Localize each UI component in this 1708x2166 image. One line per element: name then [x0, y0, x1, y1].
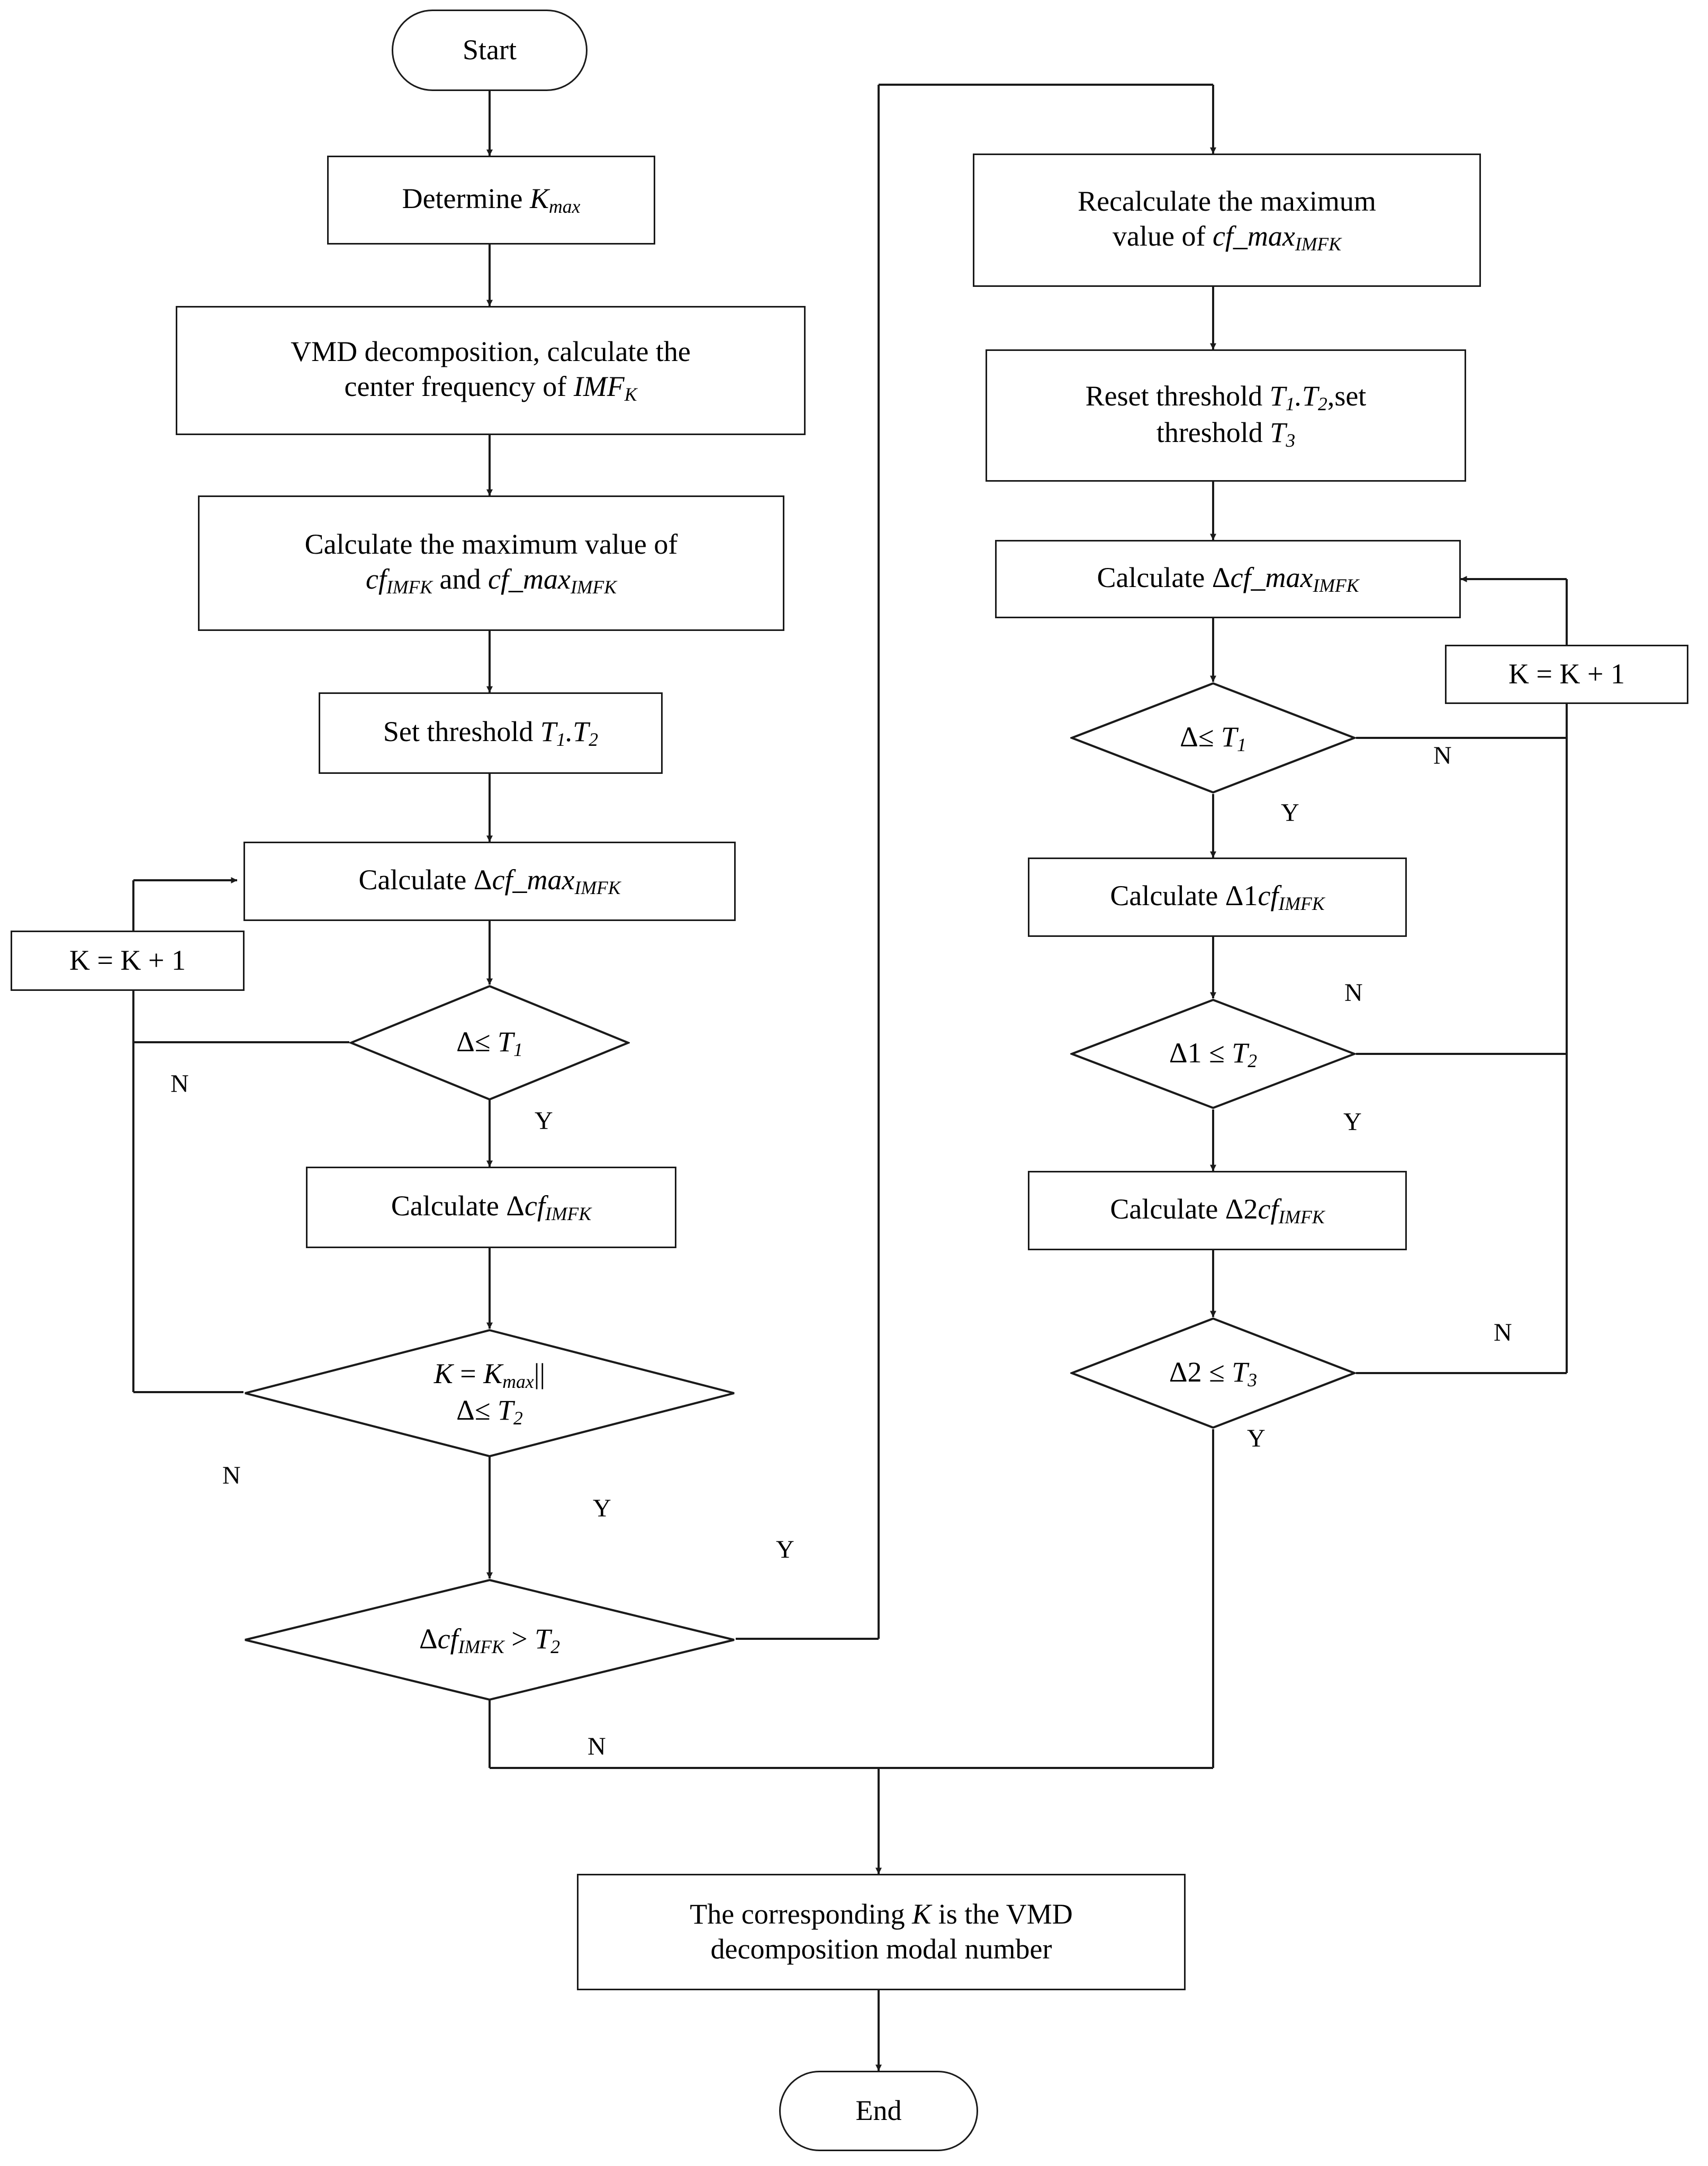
edge-label-right-d2-n: N — [1494, 1319, 1512, 1347]
node-decision-dcf-gt-t2 — [243, 1578, 736, 1701]
edge-label-left-kmax-y: Y — [593, 1494, 611, 1522]
node-decision-d1-t2 — [1070, 998, 1356, 1109]
node-decision-kmax-or-delta-t2 — [243, 1329, 736, 1458]
node-vmd-decomposition — [176, 306, 806, 435]
node-determine-kmax-label: Determine $K_{max}$ — [402, 183, 581, 218]
edge-label-right-d1-y: Y — [1343, 1108, 1362, 1136]
node-k-increment-left-label: K = K + 1 — [69, 944, 186, 977]
edge-label-right-d1-n: N — [1344, 979, 1363, 1007]
node-calculate-d1cf — [1028, 858, 1407, 937]
node-set-threshold-t1t2-label: Set threshold $T_1.T_2$ — [383, 716, 599, 751]
edge-label-left-kmax-n: N — [222, 1461, 241, 1490]
node-calculate-dcf-max-right-label: Calculate $\Delta cf\_\max_{IMFK}$ — [1097, 562, 1359, 597]
edge-label-right-t1-n: N — [1433, 742, 1452, 770]
node-calculate-dcf-max-right — [995, 540, 1461, 618]
node-calculate-d1cf-label: Calculate $\Delta 1cf_{IMFK}$ — [1110, 880, 1325, 915]
edge-label-left-dcf-y: Y — [776, 1536, 794, 1564]
node-decision-d2-t3 — [1070, 1317, 1356, 1429]
node-start-label: Start — [463, 34, 517, 66]
node-end-label: End — [855, 2095, 902, 2127]
edge-label-left-dcf-n: N — [588, 1732, 606, 1761]
node-calculate-max-value-label: Calculate the maximum value of $cf_{IMFK}$ and $cf\_\max_{IMFK}$ — [304, 528, 678, 598]
node-calculate-dcf-left-label: Calculate Δcf$_{IMFK}$ — [391, 1190, 592, 1225]
node-set-threshold-t1t2 — [319, 692, 663, 774]
node-determine-kmax — [327, 156, 655, 245]
edge-label-left-t1-y: Y — [535, 1107, 553, 1135]
node-calculate-dcf-left — [306, 1167, 676, 1248]
node-recalculate-max-label: Recalculate the maximum value of $cf\_\max_{IMFK}$ — [1078, 185, 1376, 255]
node-recalculate-max — [973, 154, 1481, 287]
node-calculate-dcf-max-left — [243, 842, 736, 921]
node-decision-dcf-gt-t2-label: $\Delta cf_{IMFK} > T_2$ — [419, 1622, 561, 1657]
node-calculate-d2cf-label: Calculate $\Delta 2cf_{IMFK}$ — [1110, 1193, 1325, 1228]
node-calculate-d2cf — [1028, 1171, 1407, 1250]
node-result — [577, 1874, 1186, 1990]
node-calculate-max-value — [198, 495, 784, 631]
node-vmd-decomposition-label: VMD decomposition, calculate the center frequency of $IMF_K$ — [291, 336, 691, 405]
node-decision-delta-t1-right — [1070, 682, 1356, 794]
node-k-increment-right-label: K = K + 1 — [1508, 658, 1625, 690]
node-start — [392, 10, 588, 91]
node-reset-threshold — [986, 349, 1466, 482]
node-decision-delta-t1-left-label: $\Delta\le T_1$ — [456, 1025, 523, 1060]
node-decision-delta-t1-left — [349, 985, 630, 1101]
edge-label-right-t1-y: Y — [1281, 799, 1299, 827]
node-result-label: The corresponding K is the VMD decomposition modal number — [690, 1898, 1073, 1965]
node-calculate-dcf-max-left-label: Calculate $\Delta cf\_\max_{IMFK}$ — [358, 864, 621, 899]
node-decision-d1-t2-label: $\Delta 1 \le T_2$ — [1169, 1036, 1258, 1071]
node-reset-threshold-label: Reset threshold $T_1.T_2,set$ threshold $T_3$ — [1085, 380, 1367, 451]
node-decision-delta-t1-right-label: $\Delta\le T_1$ — [1180, 720, 1246, 755]
node-k-increment-right — [1445, 645, 1688, 704]
node-k-increment-left — [11, 931, 245, 991]
node-decision-d2-t3-label: $\Delta 2 \le T_3$ — [1169, 1356, 1258, 1391]
node-end — [779, 2071, 978, 2151]
edge-label-right-d2-y: Y — [1247, 1424, 1266, 1452]
edge-label-left-t1-n: N — [170, 1070, 189, 1098]
node-decision-kmax-or-delta-t2-label: $K = K_{max}||$ $\Delta\le T_2$ — [433, 1358, 546, 1429]
